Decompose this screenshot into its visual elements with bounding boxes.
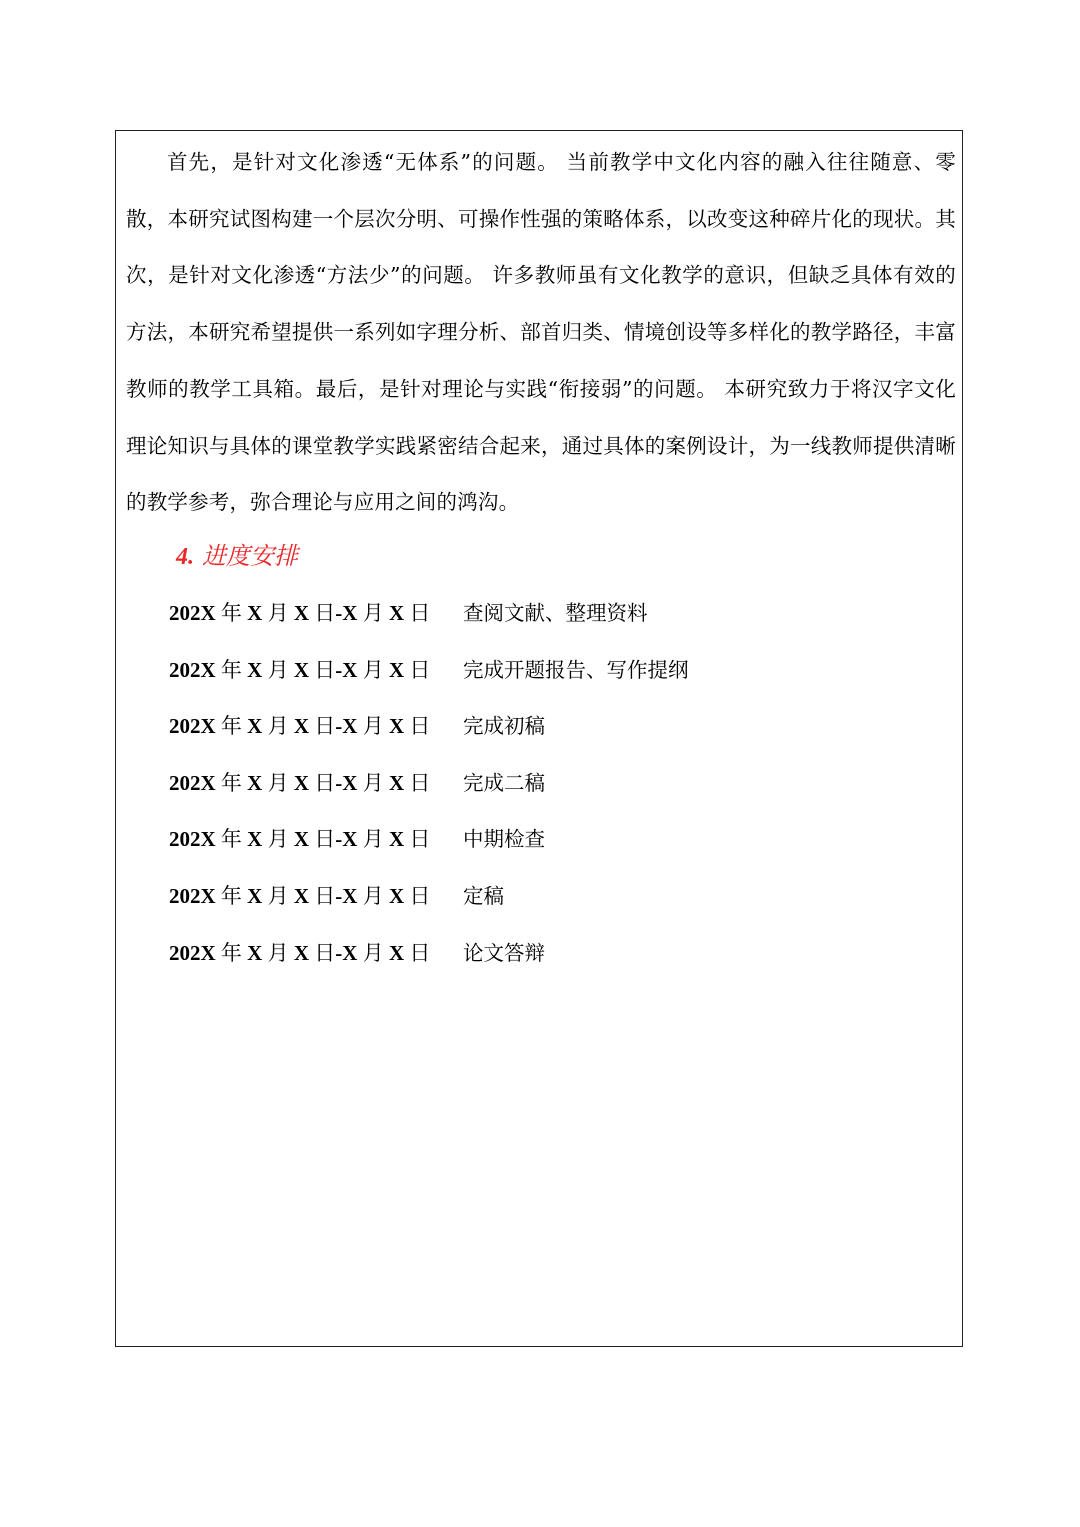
schedule-item xyxy=(169,590,689,647)
schedule-task: 查阅文献、整理资料 xyxy=(463,601,648,625)
schedule-item xyxy=(169,760,689,817)
schedule-task: 完成初稿 xyxy=(463,714,545,739)
section-title: 进度安排 xyxy=(202,542,298,570)
schedule-item xyxy=(169,703,689,760)
schedule-item xyxy=(169,930,689,987)
schedule-list xyxy=(169,590,689,986)
schedule-date: 202X 年 X 月 X 日-X 月 X 日 xyxy=(169,827,431,852)
schedule-task: 定稿 xyxy=(463,883,504,908)
schedule-task: 完成开题报告、写作提纲 xyxy=(463,657,689,682)
document-frame xyxy=(115,130,963,1347)
schedule-item xyxy=(169,816,689,873)
schedule-date: 202X 年 X 月 X 日-X 月 X 日 xyxy=(169,770,431,795)
schedule-task: 中期检查 xyxy=(463,827,545,852)
schedule-date: 202X 年 X 月 X 日-X 月 X 日 xyxy=(169,940,431,965)
schedule-item xyxy=(169,873,689,930)
schedule-task: 完成二稿 xyxy=(463,770,545,795)
schedule-date: 202X 年 X 月 X 日-X 月 X 日 xyxy=(169,601,431,625)
schedule-date: 202X 年 X 月 X 日-X 月 X 日 xyxy=(169,657,431,682)
schedule-date: 202X 年 X 月 X 日-X 月 X 日 xyxy=(169,714,431,739)
section-number: 4. xyxy=(176,544,194,570)
schedule-date: 202X 年 X 月 X 日-X 月 X 日 xyxy=(169,883,431,908)
body-paragraph: 首先，是针对文化渗透“无体系”的问题。 当前教学中文化内容的融入往往随意、零散，本研究试图构建一个层次分明、可操作性强的策略体系，以改变这种碎片化的现状。其次，是针对文化渗透“方法少”的问题。 许多教师虽有文化教学的意识，但缺乏具体有效的方法，本研究希望提供一系列如字理分析、部首归类、情境创设等多样化的教学路径，丰富教师的教学工具箱。最后，是针对理论与实践“衔接弱”的问题。 本研究致力于将汉字文化理论知识与具体的课堂教学实践紧密结合起来，通过具体的案例设计，为一线教师提供清晰的教学参考，弥合理论与应用之间的鸿沟。 xyxy=(126,150,956,515)
schedule-item xyxy=(169,647,689,704)
schedule-task: 论文答辩 xyxy=(463,940,545,965)
section-heading xyxy=(176,536,298,577)
